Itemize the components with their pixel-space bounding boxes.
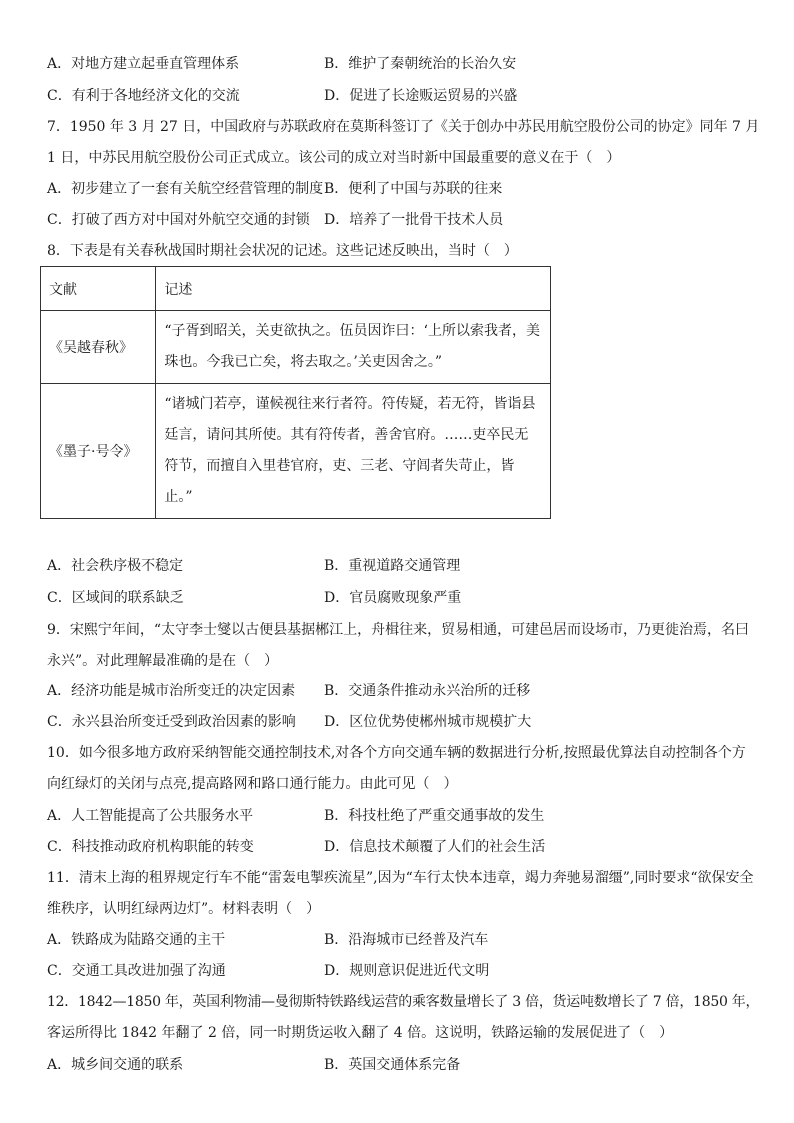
q8-option-a: A．社会秩序极不稳定 (47, 558, 184, 574)
q7-option-d: D．培养了一批骨干技术人员 (324, 212, 504, 228)
q8-option-d: D．官员腐败现象严重 (324, 590, 462, 606)
table-row (41, 384, 551, 519)
table-row (41, 311, 551, 384)
q6-option-c: C．有利于各地经济文化的交流 (47, 88, 240, 104)
q10-stem (47, 743, 757, 805)
table-cell-line: “诸城门若亭，谨候视往来行者符。符传疑，若无符，皆诣县 (164, 396, 536, 412)
q9-option-d: D．区位优势使郴州城市规模扩大 (324, 714, 532, 730)
q8-option-c: C．区域间的联系缺乏 (47, 590, 184, 606)
q9-option-a: A．经济功能是城市治所变迁的决定因素 (47, 683, 296, 699)
q11-stem (47, 868, 757, 930)
table-cell-text (156, 384, 551, 519)
table-cell-line: 廷言，请问其所使。其有符传者，善舍官府。……吏卒民无 (164, 427, 529, 443)
table-header-row (41, 267, 551, 311)
table-cell-source: 《墨子·号令》 (41, 384, 156, 519)
q7-option-a: A．初步建立了一套有关航空经营管理的制度 (47, 181, 324, 197)
q8-stem: 8．下表是有关春秋战国时期社会状况的记述。这些记述反映出，当时（ ） (47, 243, 518, 259)
q7-option-c: C．打破了西方对中国对外航空交通的封锁 (47, 212, 310, 228)
q6-option-b: B．维护了秦朝统治的长治久安 (324, 56, 517, 72)
q9-option-b: B．交通条件推动永兴治所的迁移 (324, 683, 531, 699)
q8-source-table (40, 266, 551, 519)
table-header-text: 记述 (156, 267, 551, 311)
q6-option-d: D．促进了长途贩运贸易的兴盛 (324, 88, 518, 104)
q7-stem-line: 7．1950 年 3 月 27 日，中国政府与苏联政府在莫斯科签订了《关于创办中苏民用航空股份公司的协定》同年 7 月 (47, 119, 760, 135)
table-cell-line: 符节，而擅自入里巷官府，吏、三老、守闾者失苛止，皆 (164, 458, 515, 474)
q7-stem-line: 1 日，中苏民用航空股份公司正式成立。该公司的成立对当时新中国最重要的意义在于（ ） (47, 150, 621, 166)
q10-stem-line: 10．如今很多地方政府采纳智能交通控制技术,对各个方向交通车辆的数据进行分析,按照最优算法自动控制各个方 (47, 745, 746, 761)
q8-option-b: B．重视道路交通管理 (324, 558, 461, 574)
q10-option-c: C．科技推动政府机构职能的转变 (47, 839, 254, 855)
q9-stem-line: 9．宋熙宁年间，“太守李士燮以古便县基据郴江上，舟楫往来，贸易相通，可建邑居而设场市，乃更徙治焉，名曰 (47, 622, 750, 638)
table-cell-line: “子胥到昭关，关吏欲执之。伍员因诈曰：‘上所以索我者，美 (164, 323, 540, 339)
q12-option-b: B．英国交通体系完备 (324, 1057, 461, 1073)
q11-option-c: C．交通工具改进加强了沟通 (47, 963, 226, 979)
q12-stem-line: 客运所得比 1842 年翻了 2 倍，同一时期货运收入翻了 4 倍。这说明，铁路运输的发展促进了（ ） (47, 1025, 674, 1041)
q9-stem-line: 永兴”。对此理解最准确的是在（ ） (47, 653, 279, 669)
q6-option-a: A．对地方建立起垂直管理体系 (47, 56, 240, 72)
q11-option-b: B．沿海城市已经普及汽车 (324, 932, 489, 948)
table-cell-source: 《吴越春秋》 (41, 311, 156, 384)
table-cell-text (156, 311, 551, 384)
q11-stem-line: 维秩序，认明红绿两边灯”。材料表明（ ） (47, 901, 321, 917)
q9-stem (47, 620, 757, 682)
q12-stem (47, 992, 760, 1054)
table-cell-line: 止。” (164, 489, 193, 505)
q10-option-b: B．科技杜绝了严重交通事故的发生 (324, 808, 545, 824)
q11-option-a: A．铁路成为陆路交通的主干 (47, 932, 226, 948)
q11-stem-line: 11．清末上海的租界规定行车不能“雷轰电掣疾流星”,因为“车行太快本违章，竭力奔驰易溜缰”,同时要求“欲保安全 (47, 870, 754, 886)
q7-option-b: B．便利了中国与苏联的往来 (324, 181, 503, 197)
q11-option-d: D．规则意识促进近代文明 (324, 963, 490, 979)
q10-stem-line: 向红绿灯的关闭与点亮,提高路网和路口通行能力。由此可见（ ） (47, 776, 458, 792)
q10-option-a: A．人工智能提高了公共服务水平 (47, 808, 254, 824)
table-header-source: 文献 (41, 267, 156, 311)
q9-option-c: C．永兴县治所变迁受到政治因素的影响 (47, 714, 296, 730)
q10-option-d: D．信息技术颠覆了人们的社会生活 (324, 839, 546, 855)
q12-option-a: A．城乡间交通的联系 (47, 1057, 184, 1073)
q7-stem (47, 117, 760, 179)
q12-stem-line: 12．1842—1850 年，英国利物浦—曼彻斯特铁路线运营的乘客数量增长了 3 倍，货运吨数增长了 7 倍，1850 年， (47, 994, 760, 1010)
table-cell-line: 珠也。今我已亡矣，将去取之。’关吏因舍之。” (164, 354, 442, 370)
